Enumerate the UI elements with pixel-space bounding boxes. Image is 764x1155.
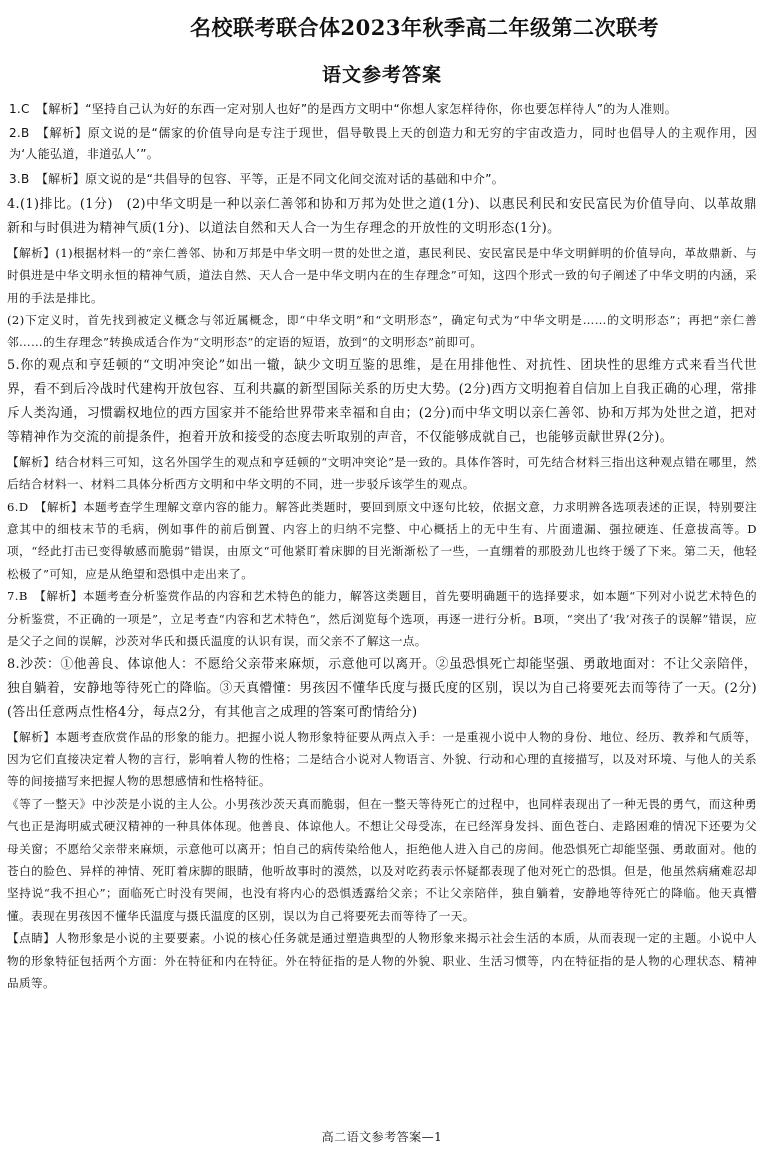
analysis-8-part1: 【解析】本题考查欣赏作品的形象的能力。把握小说人物形象特征要从两点入手：一是重视小说中人物的身份、地位、经历、教养和气质等，因为它们直接决定着人物的言行，影响着人物的性格；二是结合小说对人物语言、外貌、行动和心理的直接描写，以及对环境、与他人的关系等的间接描写来把握人物的思想感情和性格特征。 (7, 729, 757, 789)
analysis-4-part2: (2)下定义时，首先找到被定义概念与邻近属概念，即“中华文明”和“文明形态”，确定句式为“中华文明是……的文明形态”；再把“亲仁善邻……的生存理念”转换成适合作为“文明形态”的定语的短语，放到“的文明形态”前即可。 (7, 313, 757, 350)
answer-5: 5.你的观点和亨廷顿的“文明冲突论”如出一辙，缺少文明互鉴的思维，是在用排他性、对抗性、团块性的思维方式来看当代世界，看不到后冷战时代建构开放包容、互利共赢的新型国际关系的历史大势。(2分)西方文明抱着自信加上自我正确的心理，常排斥人类沟通，习惯霸权地位的西方国家并不能给世界带来幸福和自由；(2分)而中华文明以亲仁善邻、协和万邦为处世之道，把对等精神作为交流的前提条件，抱着开放和接受的态度去听取别的声音，不仅能够成就自己，也能够贡献世界(2分)。 (7, 357, 757, 445)
page-footer: 高二语文参考答案—1 (321, 1130, 443, 1144)
answer-8: 8.沙茨：①他善良、体谅他人：不愿给父亲带来麻烦，示意他可以离开。②虽恐惧死亡却能坚强、勇敢地面对：不让父亲陪伴，独自躺着，安静地等待死亡的降临。③天真懵懂：男孩因不懂华氏度与摄氏度的区别，误以为自己将要死去而等待了一天。(2分)(答出任意两点性格4分，每点2分，有其他言之成理的答案可酌情给分) (7, 656, 757, 720)
analysis-5: 【解析】结合材料三可知，这名外国学生的观点和亨廷顿的“文明冲突论”是一致的。具体作答时，可先结合材料三指出这种观点错在哪里，然后结合材料一、材料二具体分析西方文明和中华文明的不同，进一步驳斥该学生的观点。 (7, 454, 757, 492)
answer-7: 7.B 【解析】本题考查分析鉴赏作品的内容和艺术特色的能力，解答这类题目，首先要明确题干的选择要求，如本题“下列对小说艺术特色的分析鉴赏，不正确的一项是”，立足考查“内容和艺术特色”，然后浏览每个选项，再逐一进行分析。B项，“突出了‘我’对孩子的误解”错误，应是父子之间的误解，沙茨对华氏和摄氏温度的认识有误，而父亲不了解这一点。 (7, 589, 757, 649)
answer-content (7, 99, 757, 994)
answer-1: 1.C 【解析】“坚持自己认为好的东西一定对别人也好”的是西方文明中“你想人家怎样待你，你也要怎样待人”的为人准则。 (9, 102, 678, 116)
page-title: 名校联考联合体2023年秋季高二年级第二次联考 (190, 15, 659, 40)
page-subtitle: 语文参考答案 (321, 64, 442, 86)
tip-8: 【点睛】人物形象是小说的主要要素。小说的核心任务就是通过塑造典型的人物形象来揭示社会生活的本质，从而表现一定的主题。小说中人物的形象特征包括两个方面：外在特征和内在特征。外在特征指的是人物的外貌、职业、生活习惯等，内在特征指的是人物的心理状态、精神品质等。 (7, 931, 757, 990)
answer-4: 4.(1)排比。(1分) (2)中华文明是一种以亲仁善邻和协和万邦为处世之道(1分)、以惠民利民和安民富民为价值导向、以革故鼎新和与时俱进为精神气质(1分)、以道法自然和天人合一为生存理念的开放性的文明形态(1分)。 (7, 196, 757, 236)
analysis-8-part2: 《等了一整天》中沙茨是小说的主人公。小男孩沙茨天真而脆弱，但在一整天等待死亡的过程中，也同样表现出了一种无畏的勇气，而这种勇气也正是海明威式硬汉精神的一种具体体现。他善良、体谅他人。不想让父母受冻，在已经浑身发抖、面色苍白、走路困难的情况下还要为父母关窗；不愿给父亲带来麻烦，示意他可以离开；怕自己的病传染给他人，拒绝他人进入自己的房间。他恐惧死亡却能坚强、勇敢面对。他的苍白的脸色、异样的神情、死盯着床脚的眼睛，他听故事时的漠然，以及对吃药表示怀疑都表现了他对死亡的恐惧。但是，他虽然病痛难忍却坚持说“我不担心”；面临死亡时没有哭闹，也没有将内心的恐惧透露给父亲；不让父亲陪伴，独自躺着，安静地等待死亡的降临。他天真懵懂。表现在男孩因不懂华氏温度与摄氏温度的区别，误以为自己将要死去而等待了一天。 (7, 796, 757, 923)
answer-2: 2.B 【解析】原文说的是“儒家的价值导向是专注于现世，倡导敬畏上天的创造力和无穷的宇宙改造力，同时也倡导人的主观作用，因为‘人能弘道，非道弘人’”。 (9, 126, 757, 162)
answer-6: 6.D 【解析】本题考查学生理解文章内容的能力。解答此类题时，要回到原文中逐句比较，依据文意，力求明辨各选项表述的正误，特别要注意其中的细枝末节的毛病，例如事件的前后倒置、内容上的归纳不完整、中心概括上的无中生有、片面遗漏、强拉硬连、任意拔高等。D项，“经此打击已变得敏感而脆弱”错误，由原文“可他紧盯着床脚的目光渐渐松了一些，一直绷着的那股劲儿也终于缓了下来。第二天，他轻松极了”可知，应是从绝望和恐惧中走出来了。 (7, 499, 757, 581)
analysis-4-part1: 【解析】(1)根据材料一的“亲仁善邻、协和万邦是中华文明一贯的处世之道，惠民利民、安民富民是中华文明鲜明的价值导向，革故鼎新、与时俱进是中华文明永恒的精神气质，道法自然、天人合一是中华文明内在的生存理念”可知，这四个形式一致的句子阐述了中华文明的内涵，采用的手法是排比。 (7, 245, 757, 305)
answer-3: 3.B 【解析】原文说的是“共倡导的包容、平等，正是不同文化间交流对话的基础和中介”。 (9, 171, 505, 186)
